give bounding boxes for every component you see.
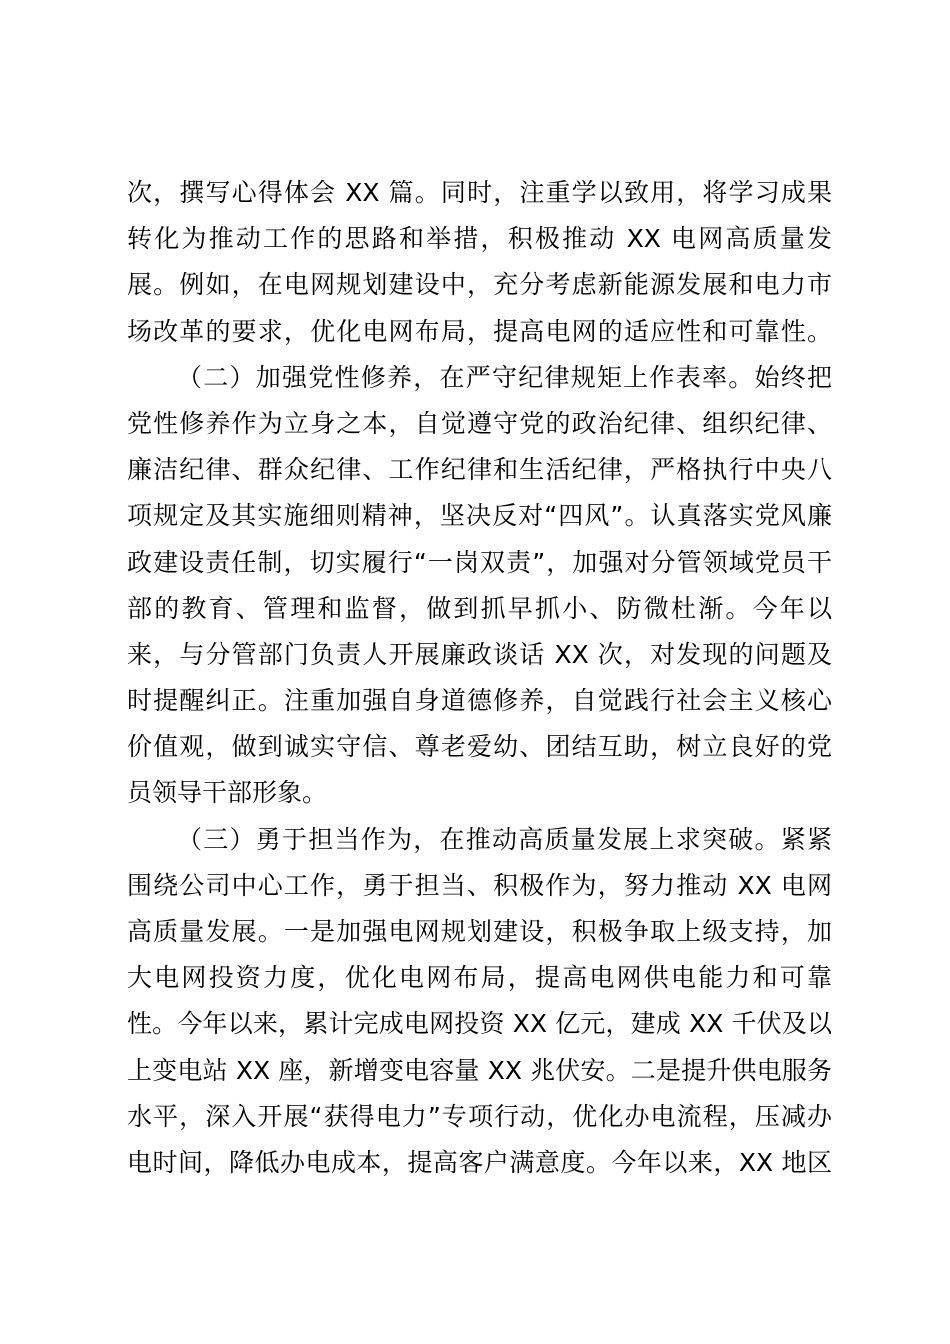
text-line: 党性修养作为立身之本，自觉遵守党的政治纪律、组织纪律、: [127, 408, 832, 438]
text-line: 转化为推动工作的思路和举措，积极推动 XX 电网高质量发: [127, 224, 832, 254]
text-line: 来，与分管部门负责人开展廉政谈话 XX 次，对发现的问题及: [127, 639, 832, 669]
paragraph-3: [127, 817, 832, 1187]
text-line: 廉洁纪律、群众纪律、工作纪律和生活纪律，严格执行中央八: [127, 455, 832, 485]
body-text: [127, 170, 832, 1186]
text-line: 部的教育、管理和监督，做到抓早抓小、防微杜渐。今年以: [127, 593, 832, 623]
text-line: （三）勇于担当作为，在推动高质量发展上求突破。紧紧: [177, 824, 832, 854]
paragraph-1: [127, 170, 832, 355]
text-line: 员领导干部形象。: [127, 778, 328, 808]
text-line: 时提醒纠正。注重加强自身道德修养，自觉践行社会主义核心: [127, 686, 832, 716]
text-line: （二）加强党性修养，在严守纪律规矩上作表率。始终把: [177, 362, 832, 392]
text-line: 项规定及其实施细则精神，坚决反对“四风”。认真落实党风廉: [127, 501, 832, 531]
text-line: 高质量发展。一是加强电网规划建设，积极争取上级支持，加: [127, 917, 832, 946]
text-line: 政建设责任制，切实履行“一岗双责”，加强对分管领域党员干: [127, 547, 832, 577]
text-line: 性。今年以来，累计完成电网投资 XX 亿元，建成 XX 千伏及以: [127, 1009, 832, 1039]
text-line: 水平，深入开展“获得电力”专项行动，优化办电流程，压减办: [127, 1101, 832, 1131]
text-line: 展。例如，在电网规划建设中，充分考虑新能源发展和电力市: [127, 270, 832, 300]
text-line: 上变电站 XX 座，新增变电容量 XX 兆伏安。二是提升供电服务: [127, 1055, 832, 1085]
text-line: 大电网投资力度，优化电网布局，提高电网供电能力和可靠: [127, 963, 832, 993]
text-line: 电时间，降低办电成本，提高客户满意度。今年以来，XX 地区: [127, 1147, 832, 1177]
text-line: 围绕公司中心工作，勇于担当、积极作为，努力推动 XX 电网: [127, 870, 832, 900]
text-line: 价值观，做到诚实守信、尊老爱幼、团结互助，树立良好的党: [127, 732, 832, 762]
text-line: 场改革的要求，优化电网布局，提高电网的适应性和可靠性。: [127, 316, 832, 346]
paragraph-2: [127, 355, 832, 817]
text-line: 次，撰写心得体会 XX 篇。同时，注重学以致用，将学习成果: [127, 178, 832, 207]
